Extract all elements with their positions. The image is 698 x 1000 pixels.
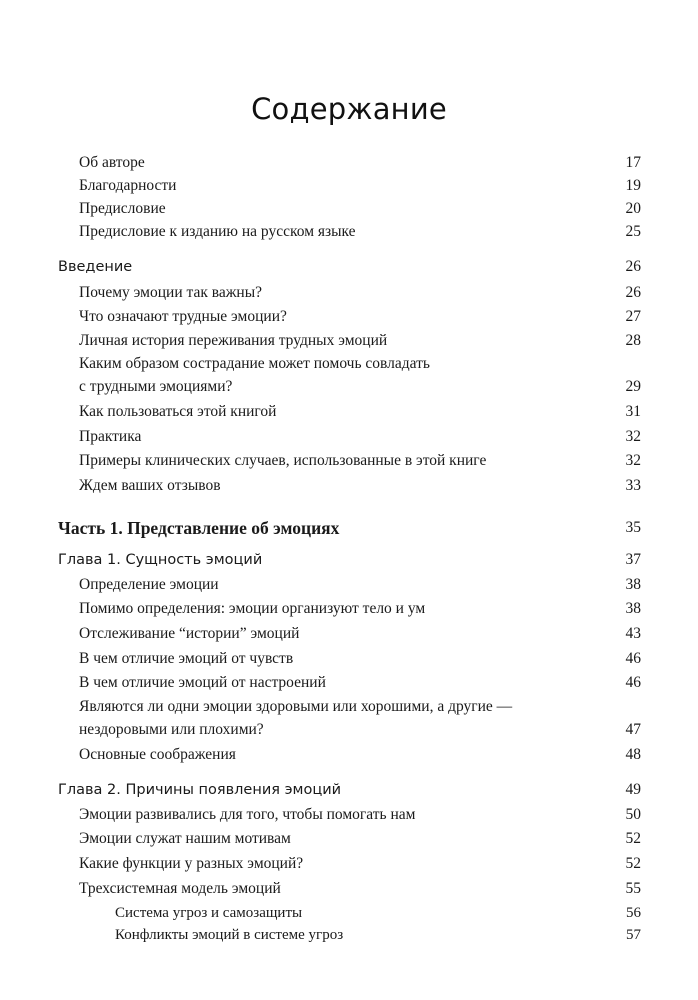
toc-entry-title: Введение [58,259,133,275]
toc-entry[interactable] [0,176,698,198]
toc-entry[interactable] [0,599,698,621]
toc-entry-page: 38 [625,600,641,617]
toc-entry-page: 28 [625,332,641,349]
toc-entry[interactable] [0,476,698,498]
page-title: Содержание [251,92,447,126]
toc-entry[interactable] [0,331,698,353]
toc-chapter-heading[interactable] [0,780,698,802]
toc-entry-title: Ждем ваших отзывов [79,477,221,494]
toc-entry-page: 48 [625,746,641,763]
toc-entry-title: Практика [79,428,142,445]
toc-entry-page: 52 [625,830,641,847]
toc-entry[interactable] [0,805,698,827]
toc-subentry[interactable] [0,925,698,947]
toc-entry[interactable] [0,427,698,449]
toc-entry-title: В чем отличие эмоций от чувств [79,650,294,667]
toc-entry-page: 17 [625,154,641,171]
toc-entry[interactable] [0,222,698,244]
toc-entry-title: Основные соображения [79,746,236,763]
toc-entry-page: 26 [625,284,641,301]
toc-entry-page: 31 [625,403,641,420]
toc-entry-title: Каким образом сострадание может помочь совладать [79,355,430,372]
toc-chapter-heading[interactable] [0,550,698,572]
toc-entry-page: 37 [625,551,641,568]
toc-entry[interactable] [0,854,698,876]
toc-entry-title: Глава 1. Сущность эмоций [58,552,263,568]
toc-subentry[interactable] [0,903,698,925]
toc-entry-title: Трехсистемная модель эмоций [79,880,281,897]
toc-entry-title: Почему эмоции так важны? [79,284,263,301]
toc-entry[interactable] [0,283,698,305]
toc-entry-title: Часть 1. Представление об эмоциях [58,518,340,538]
toc-entry[interactable] [0,402,698,424]
toc-entry-page: 25 [625,223,641,240]
toc-entry-page: 32 [625,452,641,469]
toc-entry-page: 47 [625,721,641,738]
toc-entry-page: 43 [625,625,641,642]
toc-entry-title: Эмоции служат нашим мотивам [79,830,291,847]
toc-entry-title: Предисловие к изданию на русском языке [79,223,356,240]
toc-entry-page: 19 [625,177,641,194]
toc-entry-title: Благодарности [79,177,177,194]
toc-entry[interactable] [0,697,698,719]
toc-entry-page: 29 [625,378,641,395]
toc-entry-title: нездоровыми или плохими? [79,721,264,738]
toc-entry-page: 32 [625,428,641,445]
toc-entry-title: В чем отличие эмоций от настроений [79,674,326,691]
toc-entry[interactable] [0,199,698,221]
toc-entry-page: 56 [626,905,641,921]
toc-entry-page: 35 [625,519,641,536]
toc-entry-title: Личная история переживания трудных эмоций [79,332,388,349]
toc-entry-title: Эмоции развивались для того, чтобы помогать нам [79,806,416,823]
toc-section-heading[interactable] [0,257,698,279]
toc-entry-title: Помимо определения: эмоции организуют тело и ум [79,600,426,617]
toc-entry-page: 38 [625,576,641,593]
toc-entry-title: Отслеживание “истории” эмоций [79,625,300,642]
toc-entry[interactable] [0,745,698,767]
toc-entry-page: 57 [626,927,641,943]
toc-entry-title: Примеры клинических случаев, использованные в этой книге [79,452,487,469]
toc-entry[interactable] [0,673,698,695]
toc-entry-title: Предисловие [79,200,166,217]
toc-entry-page: 46 [625,650,641,667]
toc-entry-title: Как пользоваться этой книгой [79,403,277,420]
toc-entry[interactable] [0,829,698,851]
toc-entry-page: 20 [625,200,641,217]
toc-entry-title: с трудными эмоциями? [79,378,233,395]
toc-entry-page: 26 [625,258,641,275]
toc-entry-page: 27 [625,308,641,325]
toc-entry-title: Об авторе [79,154,145,171]
toc-entry[interactable] [0,720,698,742]
toc-entry[interactable] [0,879,698,901]
toc-entry[interactable] [0,153,698,175]
toc-entry[interactable] [0,354,698,376]
toc-entry[interactable] [0,649,698,671]
toc-part-heading[interactable] [0,518,698,540]
toc-entry-title: Являются ли одни эмоции здоровыми или хорошими, а другие — [79,698,513,715]
toc-entry[interactable] [0,575,698,597]
toc-entry[interactable] [0,451,698,473]
toc-entry[interactable] [0,307,698,329]
toc-entry-title: Глава 2. Причины появления эмоций [58,782,342,798]
toc-entry-page: 46 [625,674,641,691]
toc-entry[interactable] [0,624,698,646]
toc-entry-title: Какие функции у разных эмоций? [79,855,304,872]
toc-entry-title: Что означают трудные эмоции? [79,308,287,325]
toc-entry[interactable] [0,377,698,399]
toc-entry-page: 52 [625,855,641,872]
toc-entry-title: Определение эмоции [79,576,219,593]
toc-entry-title: Система угроз и самозащиты [115,905,303,921]
toc-entry-page: 49 [625,781,641,798]
toc-entry-page: 50 [625,806,641,823]
toc-entry-page: 55 [625,880,641,897]
toc-entry-page: 33 [625,477,641,494]
toc-entry-title: Конфликты эмоций в системе угроз [115,927,344,943]
